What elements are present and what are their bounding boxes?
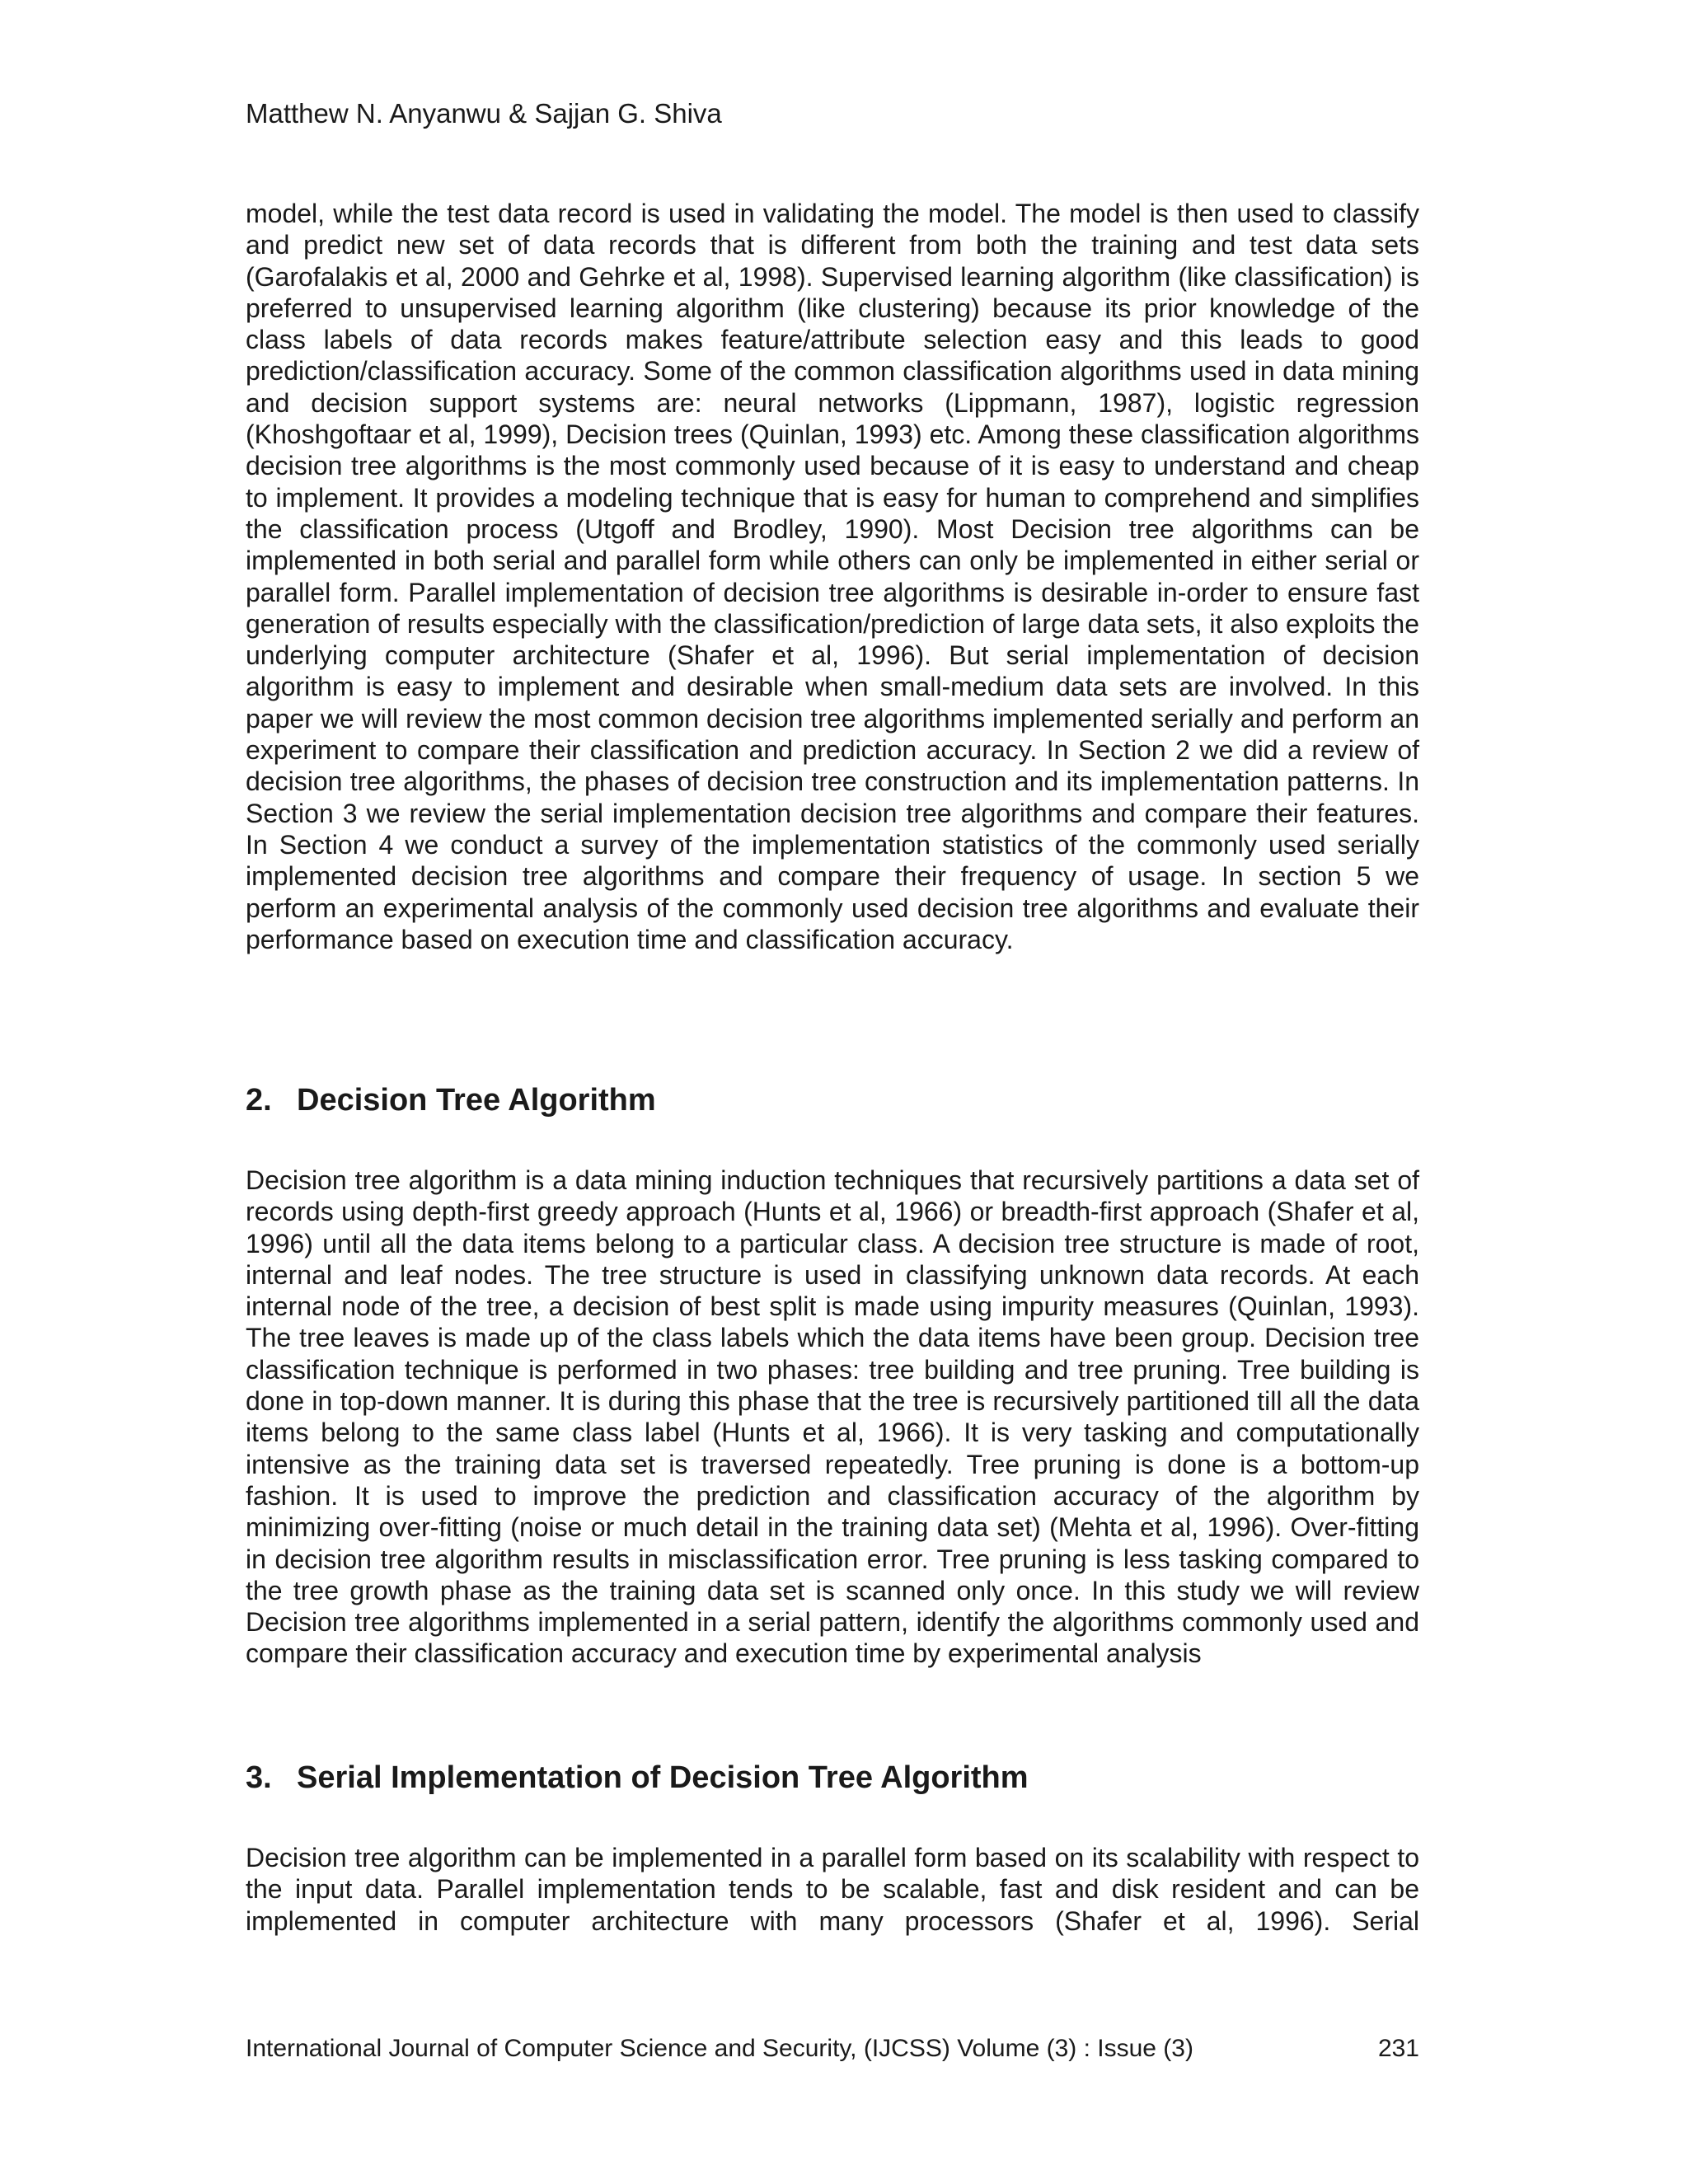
- section-3-heading: [246, 1760, 1029, 1796]
- running-head-authors: Matthew N. Anyanwu & Sajjan G. Shiva: [246, 98, 722, 129]
- section-2-body: Decision tree algorithm is a data mining induction techniques that recursively partitions a data set of records using depth-first greedy approach (Hunts et al, 1966) or breadth-first approach (Shafer et al, 1996) until all the data items belong to a particular class. A decision tree structure is made of root, internal and leaf nodes. The tree structure is used in classifying unknown data records. At each internal node of the tree, a decision of best split is made using impurity measures (Quinlan, 1993). The tree leaves is made up of the class labels which the data items have been group. Decision tree classification technique is performed in two phases: tree building and tree pruning. Tree building is done in top-down manner. It is during this phase that the tree is recursively partitioned till all the data items belong to the same class label (Hunts et al, 1966). It is very tasking and computationally intensive as the training data set is traversed repeatedly. Tree pruning is done is a bottom-up fashion. It is used to improve the prediction and classification accuracy of the algorithm by minimizing over-fitting (noise or much detail in the training data set) (Mehta et al, 1996). Over-fitting in decision tree algorithm results in misclassification error. Tree pruning is less tasking compared to the tree growth phase as the training data set is scanned only once. In this study we will review Decision tree algorithms implemented in a serial pattern, identify the algorithms commonly used and compare their classification accuracy and execution time by experimental analysis: [246, 1165, 1419, 1669]
- footer-page-number: 231: [1377, 2035, 1419, 2062]
- section-2-heading: [246, 1082, 656, 1118]
- footer-journal-name: International Journal of Computer Science and Security, (IJCSS) Volume (3) : Issue (3): [246, 2035, 1193, 2062]
- section-3-body: Decision tree algorithm can be implemented in a parallel form based on its scalability with respect to the input data. Parallel implementation tends to be scalable, fast and disk resident and can be implemented in computer architecture with many processors (Shafer et al, 1996). Serial: [246, 1843, 1419, 1936]
- section-3-number: 3.: [246, 1760, 272, 1795]
- section-2-title: Decision Tree Algorithm: [297, 1083, 656, 1118]
- section-3-title: Serial Implementation of Decision Tree Algorithm: [297, 1760, 1029, 1795]
- section-2-number: 2.: [246, 1083, 272, 1118]
- intro-paragraph: model, while the test data record is used in validating the model. The model is then used to classify and predict new set of data records that is different from both the training and test data sets (Garofalakis et al, 2000 and Gehrke et al, 1998). Supervised learning algorithm (like classification) is preferred to unsupervised learning algorithm (like clustering) because its prior knowledge of the class labels of data records makes feature/attribute selection easy and this leads to good prediction/classification accuracy. Some of the common classification algorithms used in data mining and decision support systems are: neural networks (Lippmann, 1987), logistic regression (Khoshgoftaar et al, 1999), Decision trees (Quinlan, 1993) etc. Among these classification algorithms decision tree algorithms is the most commonly used because of it is easy to understand and cheap to implement. It provides a modeling technique that is easy for human to comprehend and simplifies the classification process (Utgoff and Brodley, 1990). Most Decision tree algorithms can be implemented in both serial and parallel form while others can only be implemented in either serial or parallel form. Parallel implementation of decision tree algorithms is desirable in-order to ensure fast generation of results especially with the classification/prediction of large data sets, it also exploits the underlying computer architecture (Shafer et al, 1996). But serial implementation of decision algorithm is easy to implement and desirable when small-medium data sets are involved. In this paper we will review the most common decision tree algorithms implemented serially and perform an experiment to compare their classification and prediction accuracy. In Section 2 we did a review of decision tree algorithms, the phases of decision tree construction and its implementation patterns. In Section 3 we review the serial implementation decision tree algorithms and compare their features. In Section 4 we conduct a survey of the implementation statistics of the commonly used serially implemented decision tree algorithms and compare their frequency of usage. In section 5 we perform an experimental analysis of the commonly used decision tree algorithms and evaluate their performance based on execution time and classification accuracy.: [246, 199, 1419, 954]
